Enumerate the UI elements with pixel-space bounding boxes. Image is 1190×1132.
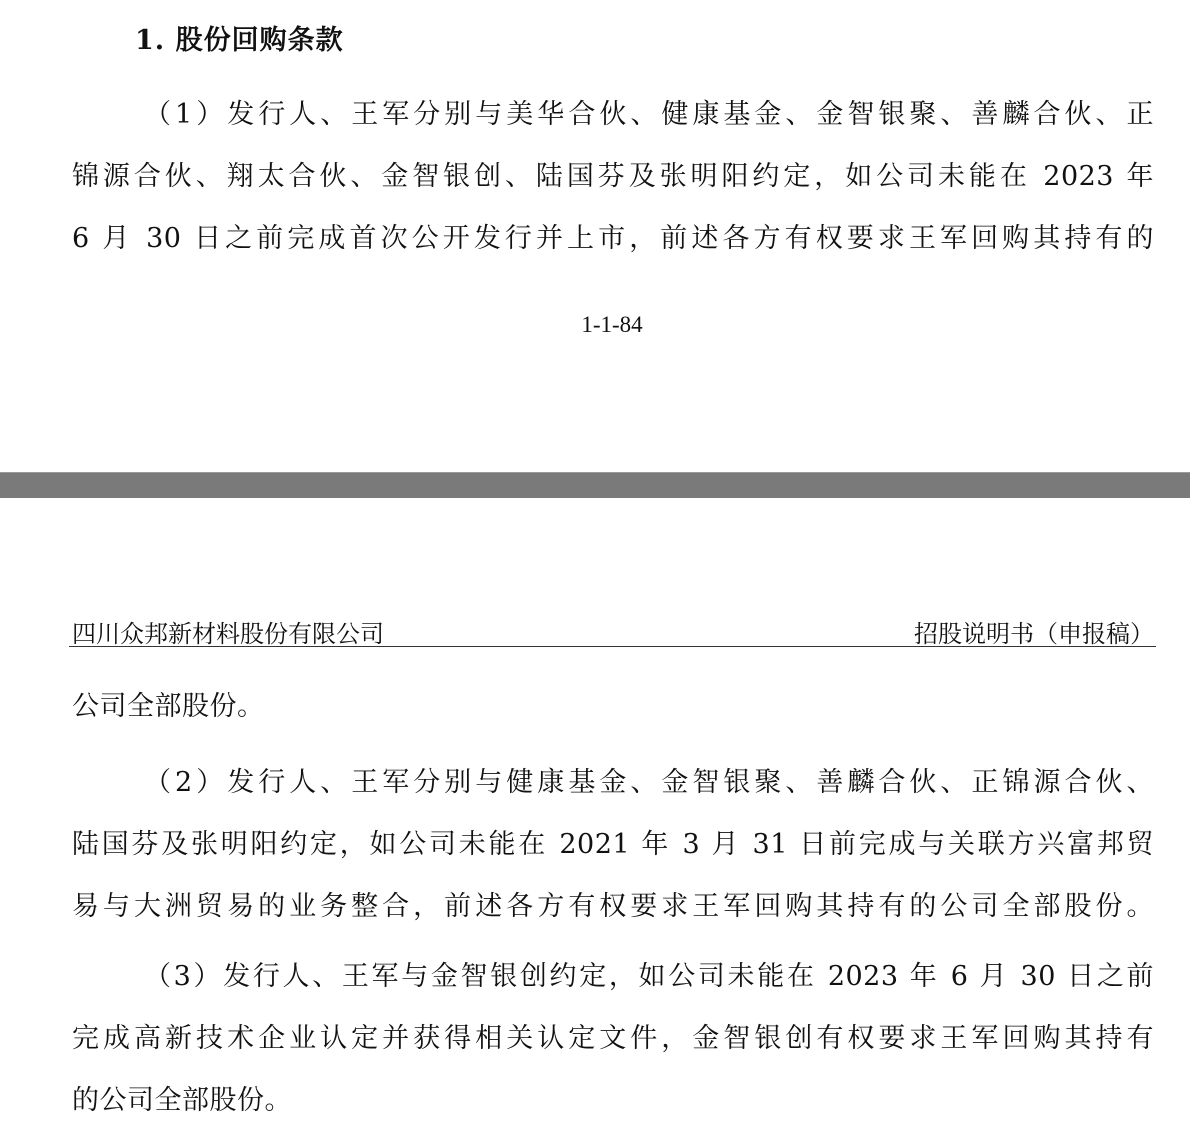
paragraph-line: 完成高新技术企业认定并获得相关认定文件，金智银创有权要求王军回购其持有 [72, 1023, 1154, 1054]
paragraph-line: 锦源合伙、翔太合伙、金智银创、陆国芬及张明阳约定，如公司未能在 2023 年 [72, 161, 1154, 192]
document-page-top [0, 0, 1190, 472]
paragraph-line: 6 月 30 日之前完成首次公开发行并上市，前述各方有权要求王军回购其持有的 [72, 223, 1154, 254]
page-separator [0, 472, 1190, 499]
paragraph-line: （1）发行人、王军分别与美华合伙、健康基金、金智银聚、善麟合伙、正 [144, 99, 1154, 130]
section-heading: 1. 股份回购条款 [135, 25, 344, 56]
paragraph-continuation [72, 676, 1154, 738]
paragraph-line: 易与大洲贸易的业务整合，前述各方有权要求王军回购其持有的公司全部股份。 [72, 891, 1154, 922]
paragraph-line: （3）发行人、王军与金智银创约定，如公司未能在 2023 年 6 月 30 日之前 [144, 961, 1154, 992]
running-header [69, 604, 1156, 647]
page-number: 1-1-84 [581, 312, 643, 337]
document-page-bottom [0, 498, 1190, 1132]
paragraph-1 [72, 84, 1154, 270]
paragraph-line: 陆国芬及张明阳约定，如公司未能在 2021 年 3 月 31 日前完成与关联方兴富邦贸 [72, 829, 1154, 860]
header-document-type: 招股说明书（申报稿） [914, 620, 1154, 648]
header-company-name: 四川众邦新材料股份有限公司 [72, 620, 384, 648]
paragraph-line: 公司全部股份。 [72, 691, 265, 722]
paragraph-line: 的公司全部股份。 [72, 1085, 292, 1116]
paragraph-2 [72, 752, 1154, 938]
paragraph-3 [72, 946, 1154, 1132]
paragraph-line: （2）发行人、王军分别与健康基金、金智银聚、善麟合伙、正锦源合伙、 [144, 767, 1154, 798]
